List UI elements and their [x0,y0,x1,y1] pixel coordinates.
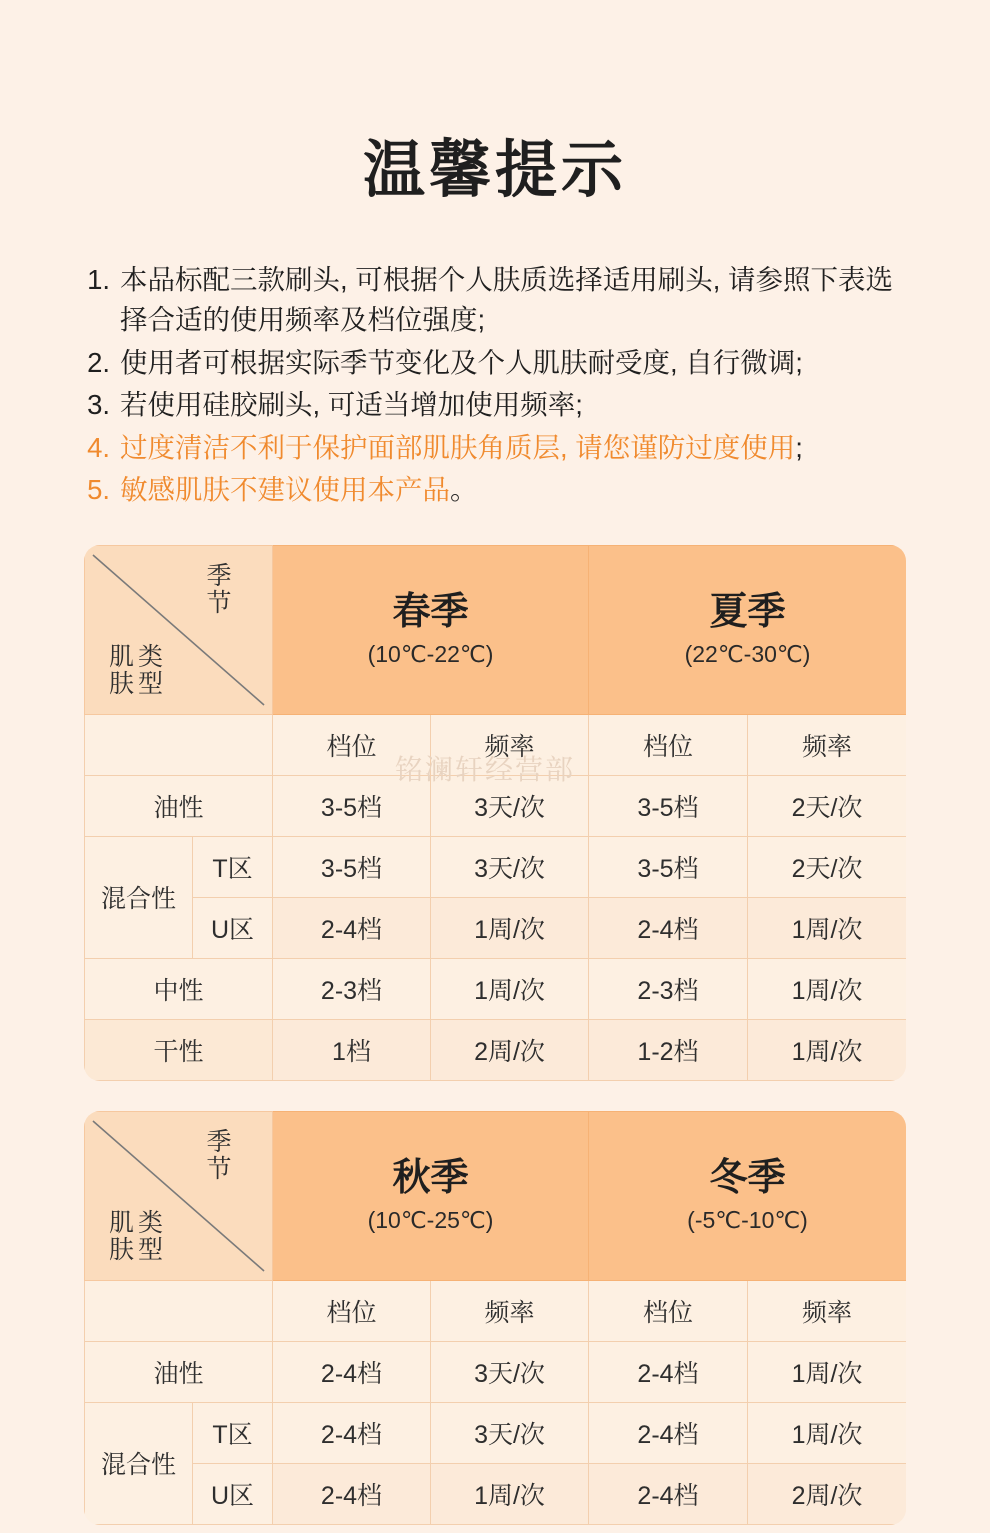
season-temp: (10℃-22℃) [367,640,494,667]
season-table-autumn-winter [84,1111,906,1525]
season-table-spring-summer [84,545,906,1081]
cell-value: 1周/次 [431,958,589,1019]
corner-season-label: 季节 [206,1127,232,1184]
note-number: 1. [87,264,110,295]
column-header: 档位 [589,714,748,775]
cell-value: 3-5档 [589,775,748,836]
cell-value: 2-4档 [589,1463,748,1524]
table-row [85,1402,907,1463]
row-sublabel: U区 [193,1463,273,1524]
cell-value: 3天/次 [431,775,589,836]
cell-value: 2天/次 [748,775,907,836]
table-row [85,1341,907,1402]
list-item [82,343,916,383]
cell-value: 1周/次 [748,1019,907,1080]
cell-value: 2-4档 [273,1341,431,1402]
cell-value: 1周/次 [748,1341,907,1402]
row-label-mixed: 混合性 [85,836,193,958]
note-text: 使用者可根据实际季节变化及个人肌肤耐受度, 自行微调; [120,346,803,378]
list-item [82,428,916,468]
season-temp: (10℃-25℃) [367,1206,494,1233]
table-blank-cell [85,1280,273,1341]
watermark: 铭澜轩经营部 [395,755,576,786]
table-corner-header [85,1111,273,1280]
season-header [589,1111,907,1280]
season-header [273,545,589,714]
note-text: 若使用硅胶刷头, 可适当增加使用频率; [120,389,583,421]
corner-skin-label-2: 类型 [138,1208,164,1265]
table-row [85,897,907,958]
column-header: 频率 [431,714,589,775]
cell-value: 1周/次 [748,897,907,958]
notes-list [0,260,990,511]
note-number: 3. [87,389,110,421]
table-row [85,1463,907,1524]
cell-value: 2-3档 [589,958,748,1019]
column-header: 档位 [273,1280,431,1341]
cell-value: 2-4档 [589,897,748,958]
table-blank-cell [85,714,273,775]
note-number: 4. [87,431,110,463]
list-item [82,385,916,425]
season-temp: (-5℃-10℃) [687,1206,808,1233]
cell-value: 1周/次 [431,897,589,958]
table-row [85,775,907,836]
list-item [82,260,916,341]
row-sublabel: T区 [193,836,273,897]
note-text [120,470,916,510]
cell-value: 3-5档 [589,836,748,897]
cell-value: 2-4档 [273,1402,431,1463]
cell-value: 1档 [273,1019,431,1080]
season-name: 春季 [392,591,469,634]
cell-value: 2周/次 [748,1463,907,1524]
season-header [589,545,907,714]
cell-value: 1周/次 [431,1463,589,1524]
cell-value: 3天/次 [431,836,589,897]
cell-value: 2-4档 [589,1402,748,1463]
column-header: 频率 [748,714,907,775]
cell-value: 2-4档 [273,897,431,958]
row-sublabel: U区 [193,897,273,958]
row-label: 中性 [85,958,273,1019]
cell-value: 3天/次 [431,1402,589,1463]
cell-value: 2-4档 [589,1341,748,1402]
table-row [85,836,907,897]
season-temp: (22℃-30℃) [684,640,811,667]
corner-skin-label-1: 肌肤 [109,642,135,699]
cell-value: 1-2档 [589,1019,748,1080]
cell-value: 2-4档 [273,1463,431,1524]
table-row [85,958,907,1019]
table-row [85,1019,907,1080]
season-name: 秋季 [392,1157,469,1200]
note-text-tail: ; [795,431,803,463]
row-sublabel: T区 [193,1402,273,1463]
cell-value: 1周/次 [748,958,907,1019]
season-name: 夏季 [709,591,786,634]
row-label-mixed: 混合性 [85,1402,193,1524]
list-item [82,470,916,510]
note-text: 本品标配三款刷头, 可根据个人肤质选择适用刷头, 请参照下表选择合适的使用频率及档位强度; [120,264,894,336]
cell-value: 3天/次 [431,1341,589,1402]
corner-skin-label [109,644,165,699]
page-title: 温馨提示 [362,136,627,205]
cell-value: 2-3档 [273,958,431,1019]
column-header: 档位 [589,1280,748,1341]
note-text-warn: 过度清洁不利于保护面部肌肤角质层, 请您谨防过度使用 [120,431,796,463]
column-header: 频率 [431,1280,589,1341]
cell-value: 1周/次 [748,1402,907,1463]
corner-skin-label [109,1210,165,1265]
cell-value: 2周/次 [431,1019,589,1080]
row-label: 油性 [85,1341,273,1402]
corner-skin-label-1: 肌肤 [109,1208,135,1265]
column-header: 频率 [748,1280,907,1341]
cell-value: 2天/次 [748,836,907,897]
cell-value: 3-5档 [273,836,431,897]
corner-season-label: 季节 [206,561,232,618]
note-number: 5. [87,474,110,506]
season-header [273,1111,589,1280]
note-text-tail: 。 [450,474,478,506]
table-corner-header [85,545,273,714]
cell-value: 3-5档 [273,775,431,836]
note-number: 2. [87,346,110,378]
note-text-warn: 敏感肌肤不建议使用本产品 [120,474,450,506]
row-label: 油性 [85,775,273,836]
corner-skin-label-2: 类型 [138,642,164,699]
row-label: 干性 [85,1019,273,1080]
column-header: 档位 [273,714,431,775]
note-text [120,428,916,468]
season-name: 冬季 [709,1157,786,1200]
